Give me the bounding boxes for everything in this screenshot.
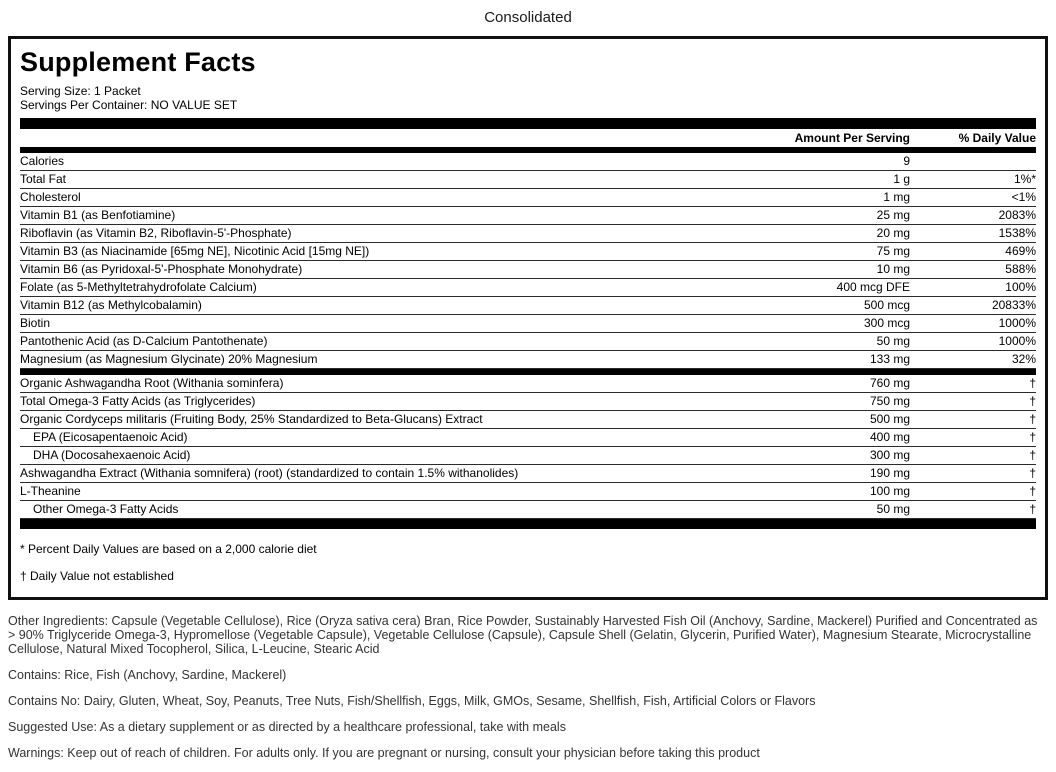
- nutrient-row: [20, 279, 1036, 297]
- footnote-dagger: † Daily Value not established: [20, 569, 174, 583]
- nutrient-amount: 400 mcg DFE: [760, 279, 910, 297]
- divider-bar-bottom: [20, 519, 1036, 529]
- nutrient-name: Vitamin B12 (as Methylcobalamin): [20, 297, 760, 315]
- nutrient-daily-value: †: [910, 411, 1036, 429]
- column-header-spacer: [20, 129, 760, 147]
- serving-size: Serving Size: 1 Packet: [20, 84, 141, 98]
- nutrient-rows-primary: [20, 153, 1036, 369]
- nutrient-amount: 300 mcg: [760, 315, 910, 333]
- nutrient-amount: 400 mg: [760, 429, 910, 447]
- nutrient-name: Riboflavin (as Vitamin B2, Riboflavin-5'-Phosphate): [20, 225, 760, 243]
- nutrient-amount: 1 mg: [760, 189, 910, 207]
- nutrient-amount: 760 mg: [760, 375, 910, 393]
- nutrient-row: [20, 153, 1036, 171]
- nutrient-amount: 20 mg: [760, 225, 910, 243]
- nutrient-daily-value: †: [910, 501, 1036, 519]
- nutrient-amount: 300 mg: [760, 447, 910, 465]
- nutrient-amount: 1 g: [760, 171, 910, 189]
- contains-text: Contains: Rice, Fish (Anchovy, Sardine, Mackerel): [8, 668, 287, 682]
- footnote-daily-value: * Percent Daily Values are based on a 2,000 calorie diet: [20, 542, 317, 556]
- servings-per-container: Servings Per Container: NO VALUE SET: [20, 98, 238, 112]
- nutrient-row: [20, 207, 1036, 225]
- nutrient-rows-secondary: [20, 375, 1036, 519]
- nutrient-name: Organic Cordyceps militaris (Fruiting Body, 25% Standardized to Beta-Glucans) Extract: [20, 411, 760, 429]
- nutrient-name: Total Fat: [20, 171, 760, 189]
- nutrient-name: Organic Ashwagandha Root (Withania sominfera): [20, 375, 760, 393]
- nutrient-amount: 750 mg: [760, 393, 910, 411]
- nutrient-amount: 10 mg: [760, 261, 910, 279]
- column-header-dv: % Daily Value: [958, 131, 1036, 145]
- nutrient-name: Vitamin B6 (as Pyridoxal-5'-Phosphate Monohydrate): [20, 261, 760, 279]
- other-ingredients-text: Other Ingredients: Capsule (Vegetable Cellulose), Rice (Oryza sativa cera) Bran, Rice Powder, Sustainably Harvested Fish Oil (Anchovy, Sardine, Mackerel) Purified and Concentrated as > 90% Triglyceride Omega-3, Hypromellose (Vegetable Capsule), Vegetable Cellulose (Capsule), Capsule Shell (Gelatin, Glycerin, Purified Water), Magnesium Stearate, Microcrystalline Cellulose, Natural Mixed Tocopherol, Silica, L-Leucine, Stearic Acid: [8, 614, 1038, 656]
- nutrient-daily-value: 1000%: [910, 315, 1036, 333]
- nutrient-amount: 500 mcg: [760, 297, 910, 315]
- nutrient-name: Other Omega-3 Fatty Acids: [20, 501, 760, 519]
- nutrient-row: [20, 393, 1036, 411]
- nutrient-daily-value: 32%: [910, 351, 1036, 369]
- column-header-amount: Amount Per Serving: [794, 131, 910, 145]
- nutrient-amount: 100 mg: [760, 483, 910, 501]
- warnings-text: Warnings: Keep out of reach of children. For adults only. If you are pregnant or nursing, consult your physician before taking this product: [8, 746, 760, 760]
- nutrient-name: DHA (Docosahexaenoic Acid): [20, 447, 760, 465]
- nutrient-daily-value: 1538%: [910, 225, 1036, 243]
- nutrient-daily-value: 1000%: [910, 333, 1036, 351]
- nutrient-name: Biotin: [20, 315, 760, 333]
- contains-no-text: Contains No: Dairy, Gluten, Wheat, Soy, Peanuts, Tree Nuts, Fish/Shellfish, Eggs, Milk, GMOs, Sesame, Shellfish, Fish, Artificial Colors or Flavors: [8, 694, 816, 708]
- nutrient-name: EPA (Eicosapentaenoic Acid): [20, 429, 760, 447]
- nutrient-daily-value: †: [910, 375, 1036, 393]
- nutrient-daily-value: †: [910, 483, 1036, 501]
- nutrient-row: [20, 501, 1036, 519]
- nutrient-row: [20, 411, 1036, 429]
- nutrient-daily-value: <1%: [910, 189, 1036, 207]
- nutrient-daily-value: 100%: [910, 279, 1036, 297]
- nutrient-table-secondary: [20, 375, 1036, 519]
- nutrient-daily-value: 588%: [910, 261, 1036, 279]
- nutrient-row: [20, 447, 1036, 465]
- nutrient-name: Magnesium (as Magnesium Glycinate) 20% Magnesium: [20, 351, 760, 369]
- nutrient-row: [20, 243, 1036, 261]
- nutrient-daily-value: 2083%: [910, 207, 1036, 225]
- page-title: Consolidated: [484, 9, 572, 26]
- nutrient-name: Ashwagandha Extract (Withania somnifera) (root) (standardized to contain 1.5% withanolides): [20, 465, 760, 483]
- nutrient-row: [20, 375, 1036, 393]
- nutrient-amount: 9: [760, 153, 910, 171]
- supplement-facts-heading: Supplement Facts: [20, 47, 256, 77]
- supplement-facts-panel: [8, 36, 1048, 600]
- nutrient-name: Pantothenic Acid (as D-Calcium Pantothenate): [20, 333, 760, 351]
- nutrient-row: [20, 261, 1036, 279]
- nutrient-row: [20, 351, 1036, 369]
- nutrient-daily-value: †: [910, 393, 1036, 411]
- nutrient-amount: 50 mg: [760, 333, 910, 351]
- nutrient-row: [20, 171, 1036, 189]
- nutrient-amount: 133 mg: [760, 351, 910, 369]
- nutrient-amount: 50 mg: [760, 501, 910, 519]
- nutrient-row: [20, 429, 1036, 447]
- nutrient-row: [20, 225, 1036, 243]
- nutrient-daily-value: †: [910, 465, 1036, 483]
- nutrient-name: Vitamin B3 (as Niacinamide [65mg NE], Nicotinic Acid [15mg NE]): [20, 243, 760, 261]
- nutrient-name: Cholesterol: [20, 189, 760, 207]
- column-header-row: [20, 129, 1036, 147]
- suggested-use-text: Suggested Use: As a dietary supplement or as directed by a healthcare professional, take with meals: [8, 720, 566, 734]
- nutrient-name: L-Theanine: [20, 483, 760, 501]
- nutrient-row: [20, 315, 1036, 333]
- nutrient-name: Total Omega-3 Fatty Acids (as Triglycerides): [20, 393, 760, 411]
- nutrient-row: [20, 297, 1036, 315]
- nutrient-daily-value: 469%: [910, 243, 1036, 261]
- nutrient-daily-value: 1%*: [910, 171, 1036, 189]
- nutrient-amount: 25 mg: [760, 207, 910, 225]
- nutrient-name: Folate (as 5-Methyltetrahydrofolate Calcium): [20, 279, 760, 297]
- nutrient-amount: 500 mg: [760, 411, 910, 429]
- nutrient-row: [20, 465, 1036, 483]
- nutrient-daily-value: 20833%: [910, 297, 1036, 315]
- nutrient-amount: 75 mg: [760, 243, 910, 261]
- nutrient-name: Calories: [20, 153, 760, 171]
- label-details: [8, 614, 1048, 760]
- nutrient-amount: 190 mg: [760, 465, 910, 483]
- nutrient-daily-value: †: [910, 447, 1036, 465]
- nutrient-name: Vitamin B1 (as Benfotiamine): [20, 207, 760, 225]
- nutrient-row: [20, 333, 1036, 351]
- facts-header-table: [20, 129, 1036, 147]
- divider-bar-top: [20, 118, 1036, 129]
- nutrient-daily-value: [910, 153, 1036, 171]
- nutrient-row: [20, 483, 1036, 501]
- nutrient-daily-value: †: [910, 429, 1036, 447]
- nutrient-row: [20, 189, 1036, 207]
- nutrient-table-primary: [20, 153, 1036, 369]
